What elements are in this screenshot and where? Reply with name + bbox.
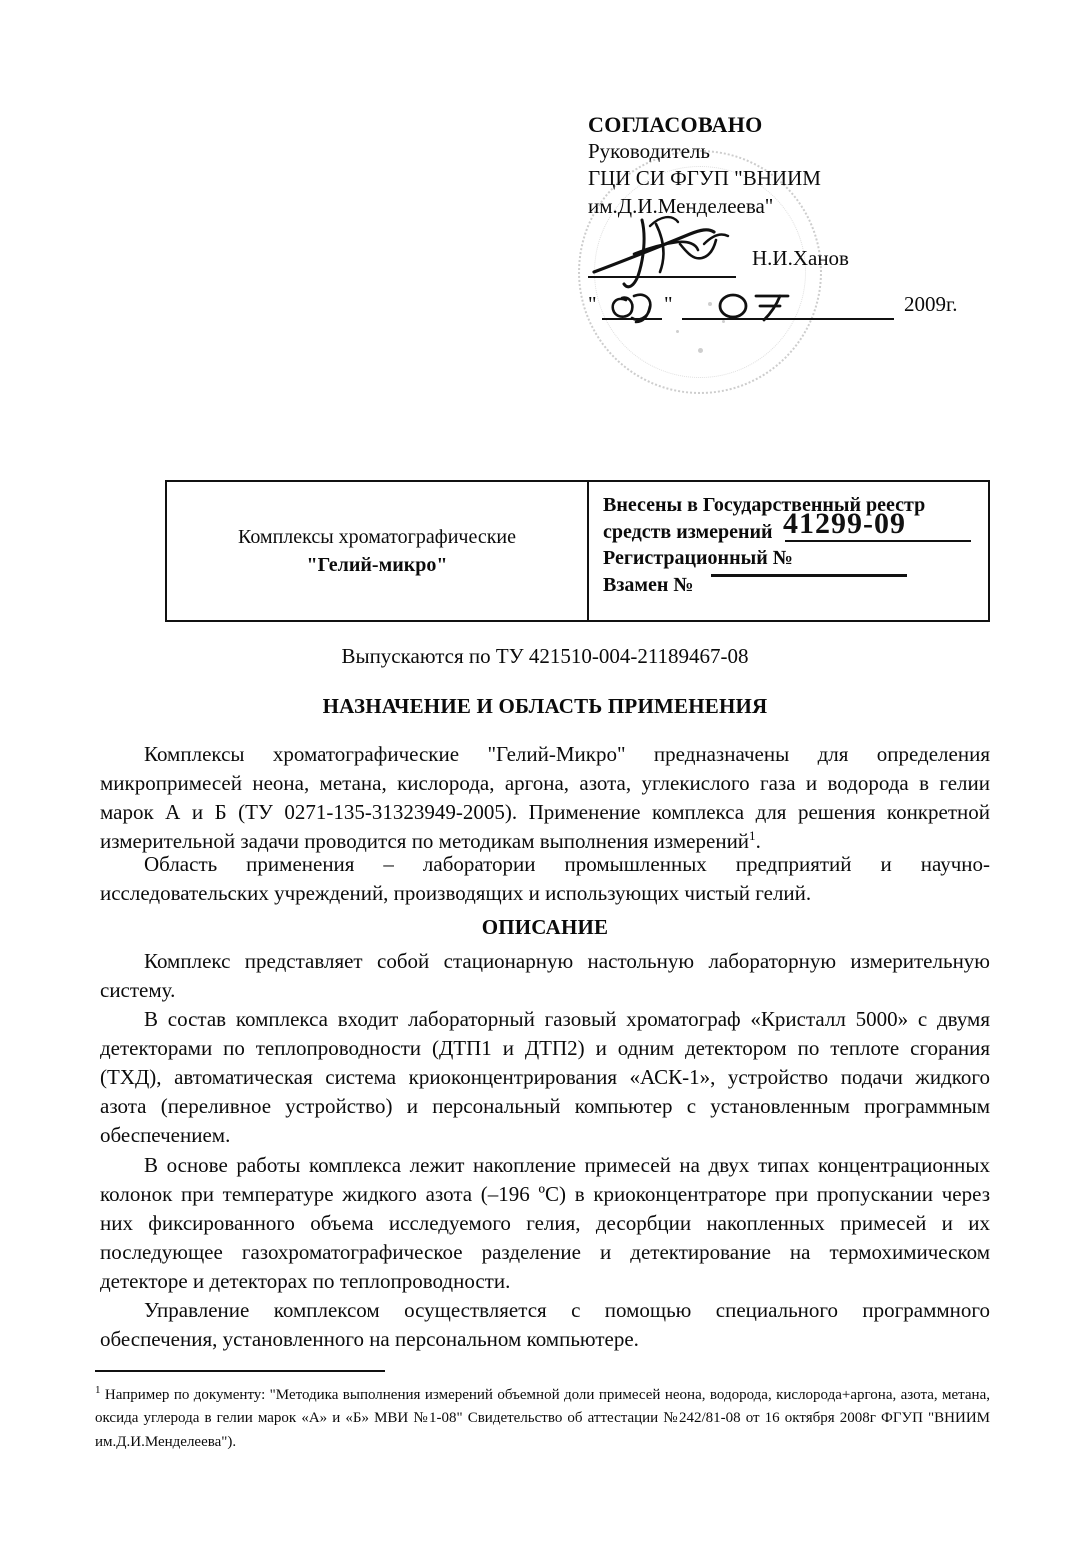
section-heading-purpose: НАЗНАЧЕНИЕ И ОБЛАСТЬ ПРИМЕНЕНИЯ <box>322 694 768 718</box>
description-p1: Комплекс представляет собой стационарную настольную лабораторную измерительную систему. <box>100 949 990 1003</box>
handwritten-registration-number: 41299-09 <box>783 507 906 540</box>
date-row <box>588 292 988 326</box>
date-quote-right: " <box>664 292 673 316</box>
approval-org-line-2: им.Д.И.Менделеева" <box>588 193 774 218</box>
description-p4: Управление комплексом осуществляется с помощью специального программного обеспечения, установленного на персональном компьютере. <box>100 1297 990 1352</box>
footnote-block <box>95 1382 990 1454</box>
description-paragraphs <box>100 947 990 1354</box>
signature-rule <box>588 276 736 278</box>
date-quote-left: " <box>588 292 597 316</box>
purpose-paragraph-2 <box>100 850 990 908</box>
footnote-reference: 1 <box>749 828 756 844</box>
description-p2: В состав комплекса входит лабораторный газовый хроматограф «Кристалл 5000» с двумя детекторами по теплопроводности (ДТП1 и ДТП2) и одним детектором по теплоте сгорания (ТХД), автоматическая система криоконцентрирования «АСК-1», устройство подачи жидкого азота (переливное устройство) и персональный компьютер с установленным программным обеспечением. <box>100 1007 990 1148</box>
date-month-blank <box>682 318 894 320</box>
approval-role-line: Руководитель <box>588 138 710 163</box>
approval-org-line-1: ГЦИ СИ ФГУП "ВНИИМ <box>588 166 821 191</box>
approval-title: СОГЛАСОВАНО <box>588 112 763 137</box>
scope-text: Область применения – лаборатории промышленных предприятий и научно-исследовательских учреждений, производящих и использующих чистый гелий. <box>100 852 990 906</box>
registry-table-right-cell <box>589 482 988 620</box>
handwritten-signature <box>586 214 776 292</box>
registry-table <box>165 480 990 622</box>
footnote-text: Например по документу: "Методика выполнения измерений объемной доли примесей неона, водорода, кислорода+аргона, азота, метана, оксида углерода в гелии марок «А» и «Б» МВИ №1-08" Свидетельство об аттестации №242/81-08 от 16 октября 2008г ФГУП "ВНИИМ им.Д.И.Менделеева"). <box>95 1387 990 1450</box>
product-name-line-1: Комплексы хроматографические <box>237 525 517 548</box>
replacement-number-rule <box>711 574 907 577</box>
description-p3: В основе работы комплекса лежит накопление примесей на двух типах концентрационных колонок при температуре жидкого азота (–196 ºС) в криоконцентраторе при пропускании через них фиксированного объема исследуемого гелия, десорбции накопленных примесей и их последующее газохроматографическое разделение и детектирование на термохимическом детекторе и детекторах по теплопроводности. <box>100 1152 990 1293</box>
approval-block <box>588 112 988 220</box>
registry-table-left-cell <box>167 482 589 620</box>
section-heading-description: ОПИСАНИЕ <box>481 915 609 939</box>
product-name-line-2: "Гелий-микро" <box>306 554 448 576</box>
purpose-p1-period: . <box>755 829 761 854</box>
registry-number-label: Регистрационный № <box>603 547 793 570</box>
date-year-label: 2009г. <box>904 292 958 316</box>
purpose-paragraph-1 <box>100 740 990 856</box>
signature-row <box>588 246 988 282</box>
footnote-separator <box>95 1370 385 1372</box>
registration-number-rule <box>785 540 971 542</box>
footnote-marker: 1 <box>95 1384 101 1396</box>
purpose-p1-text: Комплексы хроматографические "Гелий-Микро" предназначены для определения микропримесей неона, метана, кислорода, аргона, азота, углекислого газа и водорода в гелии марок А и Б (ТУ 0271-135-31323949-2005). Применение комплекса для решения конкретной измерительной задачи проводится по методикам выполнения измерений <box>100 742 990 854</box>
replacement-number-label: Взамен № <box>603 573 694 596</box>
date-day-blank <box>602 318 662 320</box>
handwritten-day <box>604 286 668 326</box>
registry-line-2: средств измерений <box>603 520 773 543</box>
tu-specification-line: Выпускаются по ТУ 421510-004-21189467-08 <box>341 644 749 668</box>
registry-line-1: Внесены в Государственный реестр <box>603 494 926 516</box>
signatory-name: Н.И.Ханов <box>752 246 849 270</box>
